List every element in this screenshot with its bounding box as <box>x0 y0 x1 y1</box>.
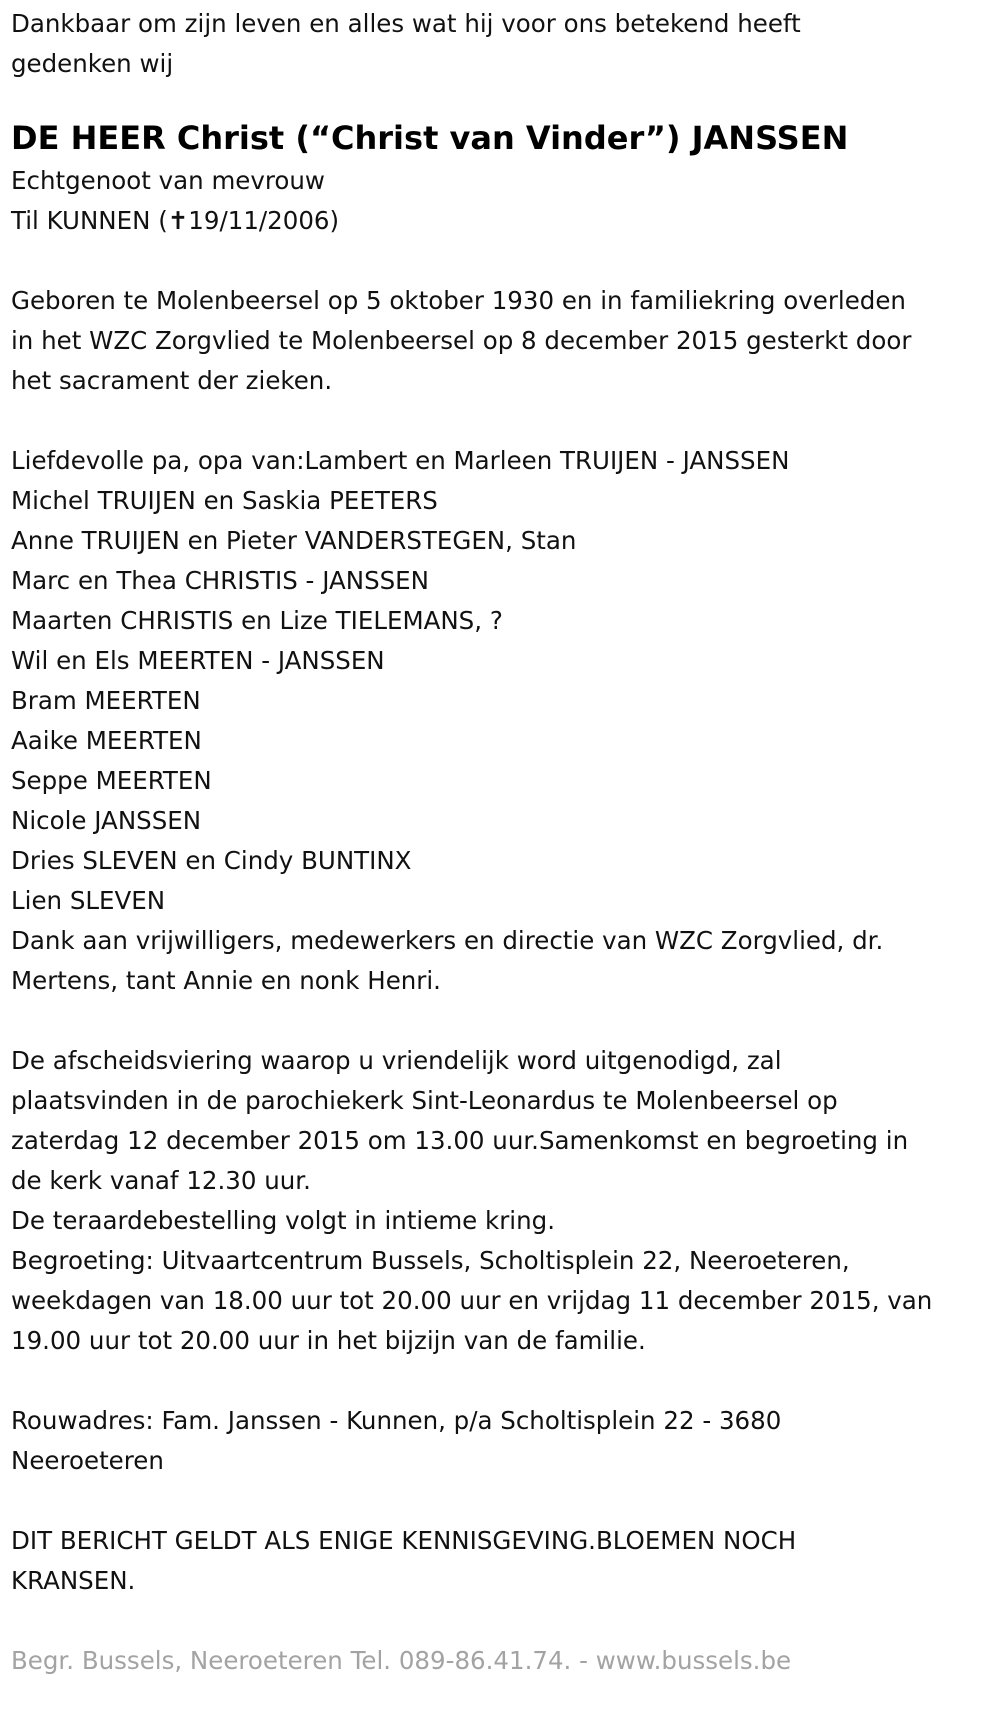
text-line: Begroeting: Uitvaartcentrum Bussels, Scholtisplein 22, Neeroeteren, <box>11 1246 850 1275</box>
text-line: Dank aan vrijwilligers, medewerkers en directie van WZC Zorgvlied, dr. <box>11 926 884 955</box>
text-line: de kerk vanaf 12.30 uur. <box>11 1166 311 1195</box>
spouse-name-line <box>11 201 1000 241</box>
spouse-label: Echtgenoot van mevrouw <box>11 166 325 195</box>
spouse-info <box>11 161 1000 241</box>
text-line: zaterdag 12 december 2015 om 13.00 uur.Samenkomst en begroeting in <box>11 1126 909 1155</box>
text-line: De teraardebestelling volgt in intieme kring. <box>11 1206 555 1235</box>
text-line: Lien SLEVEN <box>11 886 166 915</box>
notice-paragraph <box>11 1521 1000 1601</box>
text-line: Seppe MEERTEN <box>11 766 212 795</box>
family-list <box>11 441 1000 1001</box>
text-line: Liefdevolle pa, opa van:Lambert en Marleen TRUIJEN - JANSSEN <box>11 446 790 475</box>
text-line: Bram MEERTEN <box>11 686 201 715</box>
text-line: Marc en Thea CHRISTIS - JANSSEN <box>11 566 429 595</box>
text-line: DIT BERICHT GELDT ALS ENIGE KENNISGEVING.BLOEMEN NOCH <box>11 1526 797 1555</box>
text-line: 19.00 uur tot 20.00 uur in het bijzijn van de familie. <box>11 1326 646 1355</box>
text-line: gedenken wij <box>11 49 174 78</box>
text-line: Mertens, tant Annie en nonk Henri. <box>11 966 441 995</box>
text-line: Aaike MEERTEN <box>11 726 202 755</box>
text-line: De afscheidsviering waarop u vriendelijk word uitgenodigd, zal <box>11 1046 782 1075</box>
text-line: Anne TRUIJEN en Pieter VANDERSTEGEN, Stan <box>11 526 577 555</box>
text-line: plaatsvinden in de parochiekerk Sint-Leonardus te Molenbeersel op <box>11 1086 838 1115</box>
spouse-death-date: 19/11/2006) <box>188 206 340 235</box>
text-line: Nicole JANSSEN <box>11 806 202 835</box>
ceremony-paragraph <box>11 1041 1000 1361</box>
text-line: Neeroeteren <box>11 1446 164 1475</box>
obituary-notice <box>11 4 1000 1681</box>
intro-text <box>11 4 1000 84</box>
text-line: Dankbaar om zijn leven en alles wat hij voor ons betekend heeft <box>11 9 801 38</box>
text-line: Rouwadres: Fam. Janssen - Kunnen, p/a Scholtisplein 22 - 3680 <box>11 1406 782 1435</box>
text-line: weekdagen van 18.00 uur tot 20.00 uur en vrijdag 11 december 2015, van <box>11 1286 933 1315</box>
text-line: KRANSEN. <box>11 1566 136 1595</box>
mourning-address <box>11 1401 1000 1481</box>
text-line: het sacrament der zieken. <box>11 366 333 395</box>
cross-icon: ✝ <box>167 206 189 235</box>
deceased-name-title: DE HEER Christ (“Christ van Vinder”) JANSSEN <box>11 119 849 157</box>
text-line: Maarten CHRISTIS en Lize TIELEMANS, ? <box>11 606 503 635</box>
text-line: Michel TRUIJEN en Saskia PEETERS <box>11 486 438 515</box>
text-line: Dries SLEVEN en Cindy BUNTINX <box>11 846 412 875</box>
text-line: Geboren te Molenbeersel op 5 oktober 1930 en in familiekring overleden <box>11 286 906 315</box>
text-line: in het WZC Zorgvlied te Molenbeersel op 8 december 2015 gesterkt door <box>11 326 912 355</box>
text-line: Wil en Els MEERTEN - JANSSEN <box>11 646 385 675</box>
funeral-home-footer: Begr. Bussels, Neeroeteren Tel. 089-86.41.74. - www.bussels.be <box>11 1646 792 1675</box>
spouse-name: Til KUNNEN ( <box>11 206 168 235</box>
birth-death-paragraph <box>11 281 1000 401</box>
